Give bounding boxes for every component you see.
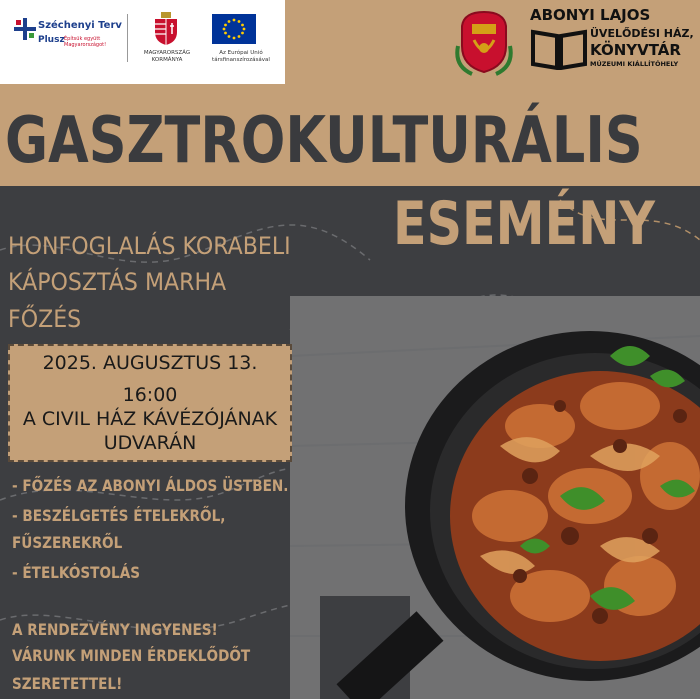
closing-line3: SZERETETTEL! [12,674,123,693]
event-time: 16:00 [122,384,178,406]
program-item: - BESZÉLGETÉS ÉTELEKRŐL, [12,506,226,525]
program-item: FŰSZEREKRŐL [12,533,123,552]
logo-divider [127,14,128,62]
szechenyi-tagline: Építsük együtt Magyarországot! [64,36,107,48]
cabbage-beef-pan-photo [290,296,700,699]
eu-label: Az Európai Unió társfinanszírozásával [212,50,270,64]
library-name-line4: MÚZEUMI KIÁLLÍTÓHELY [590,60,679,68]
eu-flag-icon [212,14,256,44]
subtitle-line2: KÁPOSZTÁS MARHA [8,268,227,296]
sponsor-logo-strip [0,0,285,84]
date-location-box [8,344,292,462]
event-place-line2: UDVARÁN [103,432,197,454]
subtitle-line3: FŐZÉS [8,305,82,333]
abony-crest-icon [452,6,516,78]
closing-line2: VÁRUNK MINDEN ÉRDEKLŐDŐT [12,646,251,665]
event-date: 2025. AUGUSZTUS 13. [42,352,258,374]
library-name-line2: ÜVELŐDÉSI HÁZ, [590,27,694,40]
library-name-line1: ABONYI LAJOS [530,6,651,24]
closing-line1: A RENDEZVÉNY INGYENES! [12,620,218,639]
event-title-line2: ESEMÉNY [393,189,656,259]
szechenyi-title: Széchenyi Terv [38,20,122,31]
event-place-line1: A CIVIL HÁZ KÁVÉZÓJÁNAK [22,408,278,430]
szechenyi-cross-icon [14,18,36,40]
program-item: - ÉTELKÓSTOLÁS [12,563,141,582]
program-item: - FŐZÉS AZ ABONYI ÁLDOS ÜSTBEN. [12,476,289,495]
szechenyi-plus: Plusz [38,35,65,45]
government-label: MAGYARORSZÁG KORMÁNYA [143,50,191,64]
open-book-icon [530,26,588,70]
subtitle-line1: HONFOGLALÁS KORABELI [8,232,291,260]
hungary-crest-icon [152,12,180,46]
library-name-line3: KÖNYVTÁR [590,41,681,59]
event-title-line1: GASZTROKULTURÁLIS [5,104,643,178]
